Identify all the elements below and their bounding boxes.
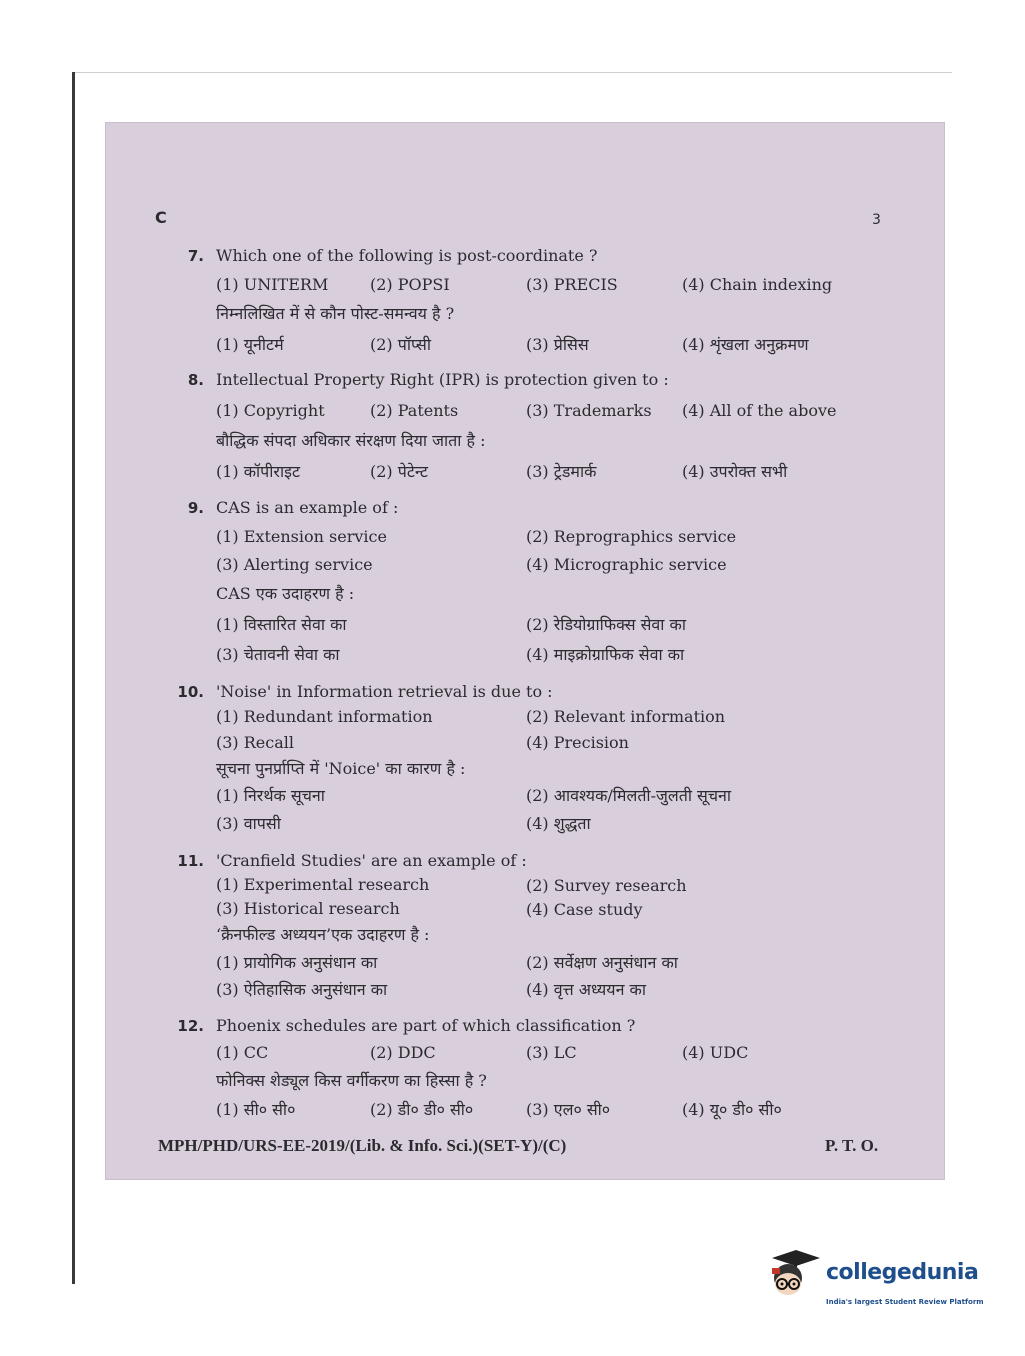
question-number: 8. [187, 371, 204, 389]
option-2-hi: (2) डी० डी० सी० [370, 1100, 474, 1119]
question-number: 7. [187, 247, 204, 265]
option-4-hi: (4) शृंखला अनुक्रमण [682, 335, 809, 354]
option-3-en: (3) Historical research [216, 899, 400, 918]
option-4-hi: (4) माइक्रोग्राफिक सेवा का [526, 645, 685, 664]
option-4-en: (4) UDC [682, 1043, 749, 1062]
question-text-en: Phoenix schedules are part of which classification ? [216, 1016, 636, 1035]
scan-border-top [72, 72, 952, 73]
question-text-hi: ‘क्रैनफील्ड अध्ययन’एक उदाहरण है : [216, 925, 430, 944]
option-2-hi: (2) सर्वेक्षण अनुसंधान का [526, 953, 678, 972]
question-text-en: 'Noise' in Information retrieval is due to : [216, 682, 553, 701]
option-3-hi: (3) ट्रेडमार्क [526, 462, 597, 481]
option-1-hi: (1) सी० सी० [216, 1100, 296, 1119]
question-text-en: Intellectual Property Right (IPR) is protection given to : [216, 370, 669, 389]
option-1-hi: (1) निरर्थक सूचना [216, 786, 325, 805]
option-3-en: (3) Alerting service [216, 555, 373, 574]
option-2-en: (2) Relevant information [526, 707, 726, 726]
option-1-en: (1) UNITERM [216, 275, 329, 294]
option-3-en: (3) Recall [216, 733, 294, 752]
option-1-hi: (1) यूनीटर्म [216, 335, 284, 354]
option-2-en: (2) POPSI [370, 275, 450, 294]
set-code: C [155, 208, 167, 227]
question-text-en: Which one of the following is post-coordinate ? [216, 246, 598, 265]
option-4-en: (4) Case study [526, 900, 643, 919]
please-turn-over: P. T. O. [825, 1136, 879, 1155]
option-2-hi: (2) पेटेन्ट [370, 462, 428, 481]
option-1-en: (1) Redundant information [216, 707, 433, 726]
option-4-hi: (4) यू० डी० सी० [682, 1100, 782, 1119]
question-text-hi: CAS एक उदाहरण है : [216, 584, 355, 603]
option-2-en: (2) Survey research [526, 876, 687, 895]
option-4-en: (4) All of the above [682, 401, 837, 420]
option-1-hi: (1) प्रायोगिक अनुसंधान का [216, 953, 378, 972]
question-text-en: CAS is an example of : [216, 498, 399, 517]
scan-border-left [72, 72, 75, 1284]
option-4-hi: (4) उपरोक्त सभी [682, 462, 788, 481]
option-3-en: (3) Trademarks [526, 401, 652, 420]
option-3-hi: (3) एल० सी० [526, 1100, 611, 1119]
page-number: 3 [872, 212, 881, 228]
question-number: 12. [177, 1017, 204, 1035]
question-number: 9. [187, 499, 204, 517]
option-3-en: (3) PRECIS [526, 275, 618, 294]
option-1-en: (1) Copyright [216, 401, 325, 420]
option-4-hi: (4) वृत्त अध्ययन का [526, 980, 646, 999]
option-4-en: (4) Chain indexing [682, 275, 833, 294]
question-text-hi: फोनिक्स शेड्यूल किस वर्गीकरण का हिस्सा है ? [216, 1071, 487, 1090]
option-2-en: (2) Patents [370, 401, 459, 420]
question-text-en: 'Cranfield Studies' are an example of : [216, 851, 527, 870]
paper-code: MPH/PHD/URS-EE-2019/(Lib. & Info. Sci.)(SET-Y)/(C) [158, 1136, 567, 1155]
graduate-mascot-icon [766, 1248, 822, 1318]
option-2-hi: (2) आवश्यक/मिलती-जुलती सूचना [526, 786, 732, 805]
option-2-hi: (2) पॉप्सी [370, 335, 431, 354]
option-4-en: (4) Precision [526, 733, 629, 752]
option-3-hi: (3) प्रेसिस [526, 335, 589, 354]
question-number: 11. [177, 852, 204, 870]
option-3-en: (3) LC [526, 1043, 577, 1062]
question-text-hi: बौद्धिक संपदा अधिकार संरक्षण दिया जाता है : [216, 431, 486, 450]
option-3-hi: (3) चेतावनी सेवा का [216, 645, 340, 664]
option-2-en: (2) DDC [370, 1043, 436, 1062]
option-3-hi: (3) ऐतिहासिक अनुसंधान का [216, 980, 388, 999]
question-text-hi: सूचना पुनर्प्राप्ति में 'Noice' का कारण है : [216, 759, 466, 778]
brand-tagline: India's largest Student Review Platform [826, 1298, 984, 1306]
option-1-hi: (1) विस्तारित सेवा का [216, 615, 347, 634]
option-4-hi: (4) शुद्धता [526, 814, 591, 833]
brand-name: collegedunia [826, 1260, 979, 1285]
option-3-hi: (3) वापसी [216, 814, 281, 833]
option-1-en: (1) Experimental research [216, 875, 430, 894]
option-2-en: (2) Reprographics service [526, 527, 737, 546]
question-text-hi: निम्नलिखित में से कौन पोस्ट-समन्वय है ? [216, 304, 455, 323]
option-1-en: (1) CC [216, 1043, 269, 1062]
option-2-hi: (2) रेडियोग्राफिक्स सेवा का [526, 615, 686, 634]
question-number: 10. [177, 683, 204, 701]
option-1-hi: (1) कॉपीराइट [216, 462, 301, 481]
option-1-en: (1) Extension service [216, 527, 387, 546]
option-4-en: (4) Micrographic service [526, 555, 727, 574]
collegedunia-logo [766, 1248, 994, 1318]
